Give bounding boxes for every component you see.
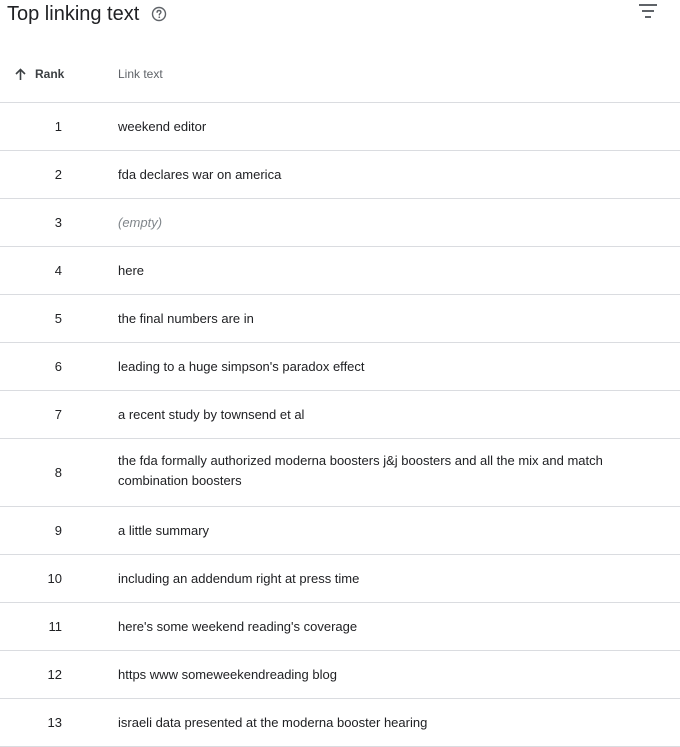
table-row[interactable] [0,699,680,747]
link-text-cell[interactable]: weekend editor [118,118,207,134]
table-row[interactable] [0,295,680,343]
table-row[interactable] [0,151,680,199]
table-row[interactable] [0,555,680,603]
table-row[interactable] [0,103,680,151]
link-text-cell[interactable]: fda declares war on america [118,166,282,182]
rank-cell: 8 [54,464,62,480]
link-text-cell[interactable]: the final numbers are in [118,310,254,326]
rank-cell: 5 [54,310,62,326]
help-circle-icon[interactable] [151,6,167,22]
table-row[interactable] [0,439,680,507]
link-text-cell[interactable]: the fda formally authorized moderna boosters j&j boosters and all the mix and match combination boosters [118,453,603,488]
rank-column-label: Rank [35,67,65,81]
link-text-column-header[interactable]: Link text [118,67,163,81]
rank-cell: 10 [47,570,62,586]
rank-cell: 7 [54,406,62,422]
card-header [0,0,680,30]
table-row[interactable] [0,603,680,651]
rank-cell: 12 [47,666,62,682]
rank-cell: 9 [54,522,62,538]
table-row[interactable] [0,651,680,699]
link-text-cell[interactable]: (empty) [118,214,163,230]
rank-cell: 6 [54,358,62,374]
table-header-row [0,45,680,103]
link-text-cell[interactable]: leading to a huge simpson's paradox effect [118,358,365,374]
link-text-cell[interactable]: including an addendum right at press time [118,570,360,586]
link-text-cell[interactable]: a little summary [118,522,210,538]
arrow-up-icon [14,68,27,81]
rank-cell: 2 [54,166,62,182]
rank-cell: 11 [48,618,62,634]
table-row[interactable] [0,507,680,555]
table-row[interactable] [0,247,680,295]
link-text-cell[interactable]: israeli data presented at the moderna booster hearing [118,714,428,730]
link-text-cell[interactable]: here [118,262,145,278]
link-text-cell[interactable]: https www someweekendreading blog [118,666,337,682]
rank-cell: 4 [54,262,62,278]
rank-cell: 13 [47,714,62,730]
card-title: Top linking text [7,3,140,25]
table-row[interactable] [0,199,680,247]
link-text-cell[interactable]: here's some weekend reading's coverage [118,618,358,634]
rank-cell: 1 [54,118,62,134]
linking-text-table [0,45,680,747]
table-row[interactable] [0,391,680,439]
table-body [0,103,680,747]
rank-cell: 3 [54,214,62,230]
table-row[interactable] [0,343,680,391]
filter-list-icon[interactable] [636,1,660,21]
rank-column-header[interactable] [14,66,64,82]
link-text-cell[interactable]: a recent study by townsend et al [118,406,305,422]
